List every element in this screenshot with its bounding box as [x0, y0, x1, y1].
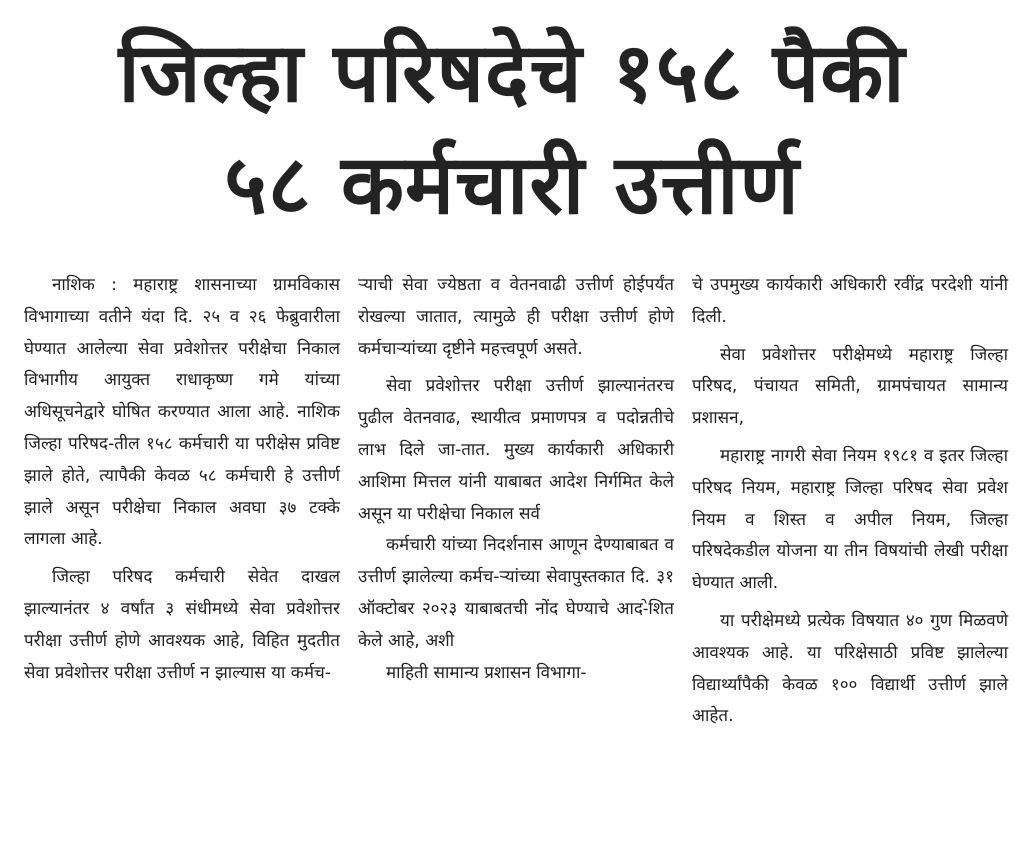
article-column-2 [358, 270, 674, 840]
headline-line-1: जिल्हा परिषदेचे १५८ पैकी [118, 26, 906, 121]
article-paragraph: सेवा प्रवेशोत्तर परीक्षा उत्तीर्ण झाल्यानंतरच पुढील वेतनवाढ, स्थायीत्व प्रमाणपत्र व पदोन्नतीचे लाभ दिले जा-तात. मुख्य कार्यकारी अधिकारी आशिमा मित्तल यांनी याबाबत आदेश निर्गमित केले असून या परीक्षेचा निकाल सर्व [358, 376, 674, 524]
article-paragraph: महाराष्ट्र नागरी सेवा नियम १९८१ व इतर जिल्हा परिषद नियम, महाराष्ट्र जिल्हा परिषद सेवा प्रवेश नियम व शिस्त व अपील नियम, जिल्हा परिषदेकडील योजना या तीन विषयांची लेखी परीक्षा घेण्यात आली. [692, 445, 1008, 594]
article-paragraph: नाशिक : महाराष्ट्र शासनाच्या ग्रामविकास विभागाच्या वतीने यंदा दि. २५ व २६ फेब्रुवारीला घेण्यात आलेल्या सेवा प्रवेशोत्तर परीक्षेचा निकाल विभागीय आयुक्त राधाकृष्ण गमे यांच्या अधिसूचनेद्वारे घोषित करण्यात आला आहे. नाशिक जिल्हा परिषद-तील १५८ कर्मचारी या परीक्षेस प्रविष्ट झाले होते, त्यापैकी केवळ ५८ कर्मचारी हे उत्तीर्ण झाले असून परीक्षेचा निकाल अवघा ३७ टक्के लागला आहे. [24, 275, 340, 550]
article-paragraph: चे उपमुख्य कार्यकारी अधिकारी रवींद्र परदेशी यांनी दिली. [692, 275, 1008, 327]
article-paragraph: जिल्हा परिषद कर्मचारी सेवेत दाखल झाल्यानंतर ४ वर्षांत ३ संधीमध्ये सेवा प्रवेशोत्तर परीक्षा उत्तीर्ण होणे आवश्यक आहे, विहित मुदतीत सेवा प्रवेशोत्तर परीक्षा उत्तीर्ण न झाल्यास या कर्मच- [24, 567, 340, 683]
article-column-1 [24, 270, 340, 840]
article-body [24, 270, 1008, 840]
article-column-3 [692, 270, 1008, 840]
article-paragraph: या परीक्षेमध्ये प्रत्येक विषयात ४० गुण मिळवणे आवश्यक आहे. या परिक्षेसाठी प्रविष्ट झालेल्या विद्यार्थ्यांपैकी केवळ १०० विद्यार्थी उत्तीर्ण झाले आहेत. [692, 610, 1008, 727]
article-paragraph: ऱ्याची सेवा ज्येष्ठता व वेतनवाढी उत्तीर्ण होईपर्यंत रोखल्या जातात, त्यामुळे ही परीक्षा उत्तीर्ण होणे कर्मचाऱ्यांच्या दृष्टीने महत्त्वपूर्ण असते. [358, 275, 674, 359]
article-paragraph: माहिती सामान्य प्रशासन विभागा- [386, 662, 587, 683]
article-paragraph: कर्मचारी यांच्या निदर्शनास आणून देण्याबाबत व उत्तीर्ण झालेल्या कर्मच-ऱ्यांच्या सेवापुस्तकात दि. ३१ ऑक्टोबर २०२३ याबाबतची नोंद घेण्याचे आद-ेशित केले आहे, अशी [358, 535, 674, 651]
headline [0, 18, 1024, 242]
headline-line-2: ५८ कर्मचारी उत्तीर्ण [224, 138, 800, 233]
article-paragraph: सेवा प्रवेशोत्तर परीक्षेमध्ये महाराष्ट्र जिल्हा परिषद, पंचायत समिती, ग्रामपंचायत सामान्य प्रशासन, [692, 344, 1008, 429]
